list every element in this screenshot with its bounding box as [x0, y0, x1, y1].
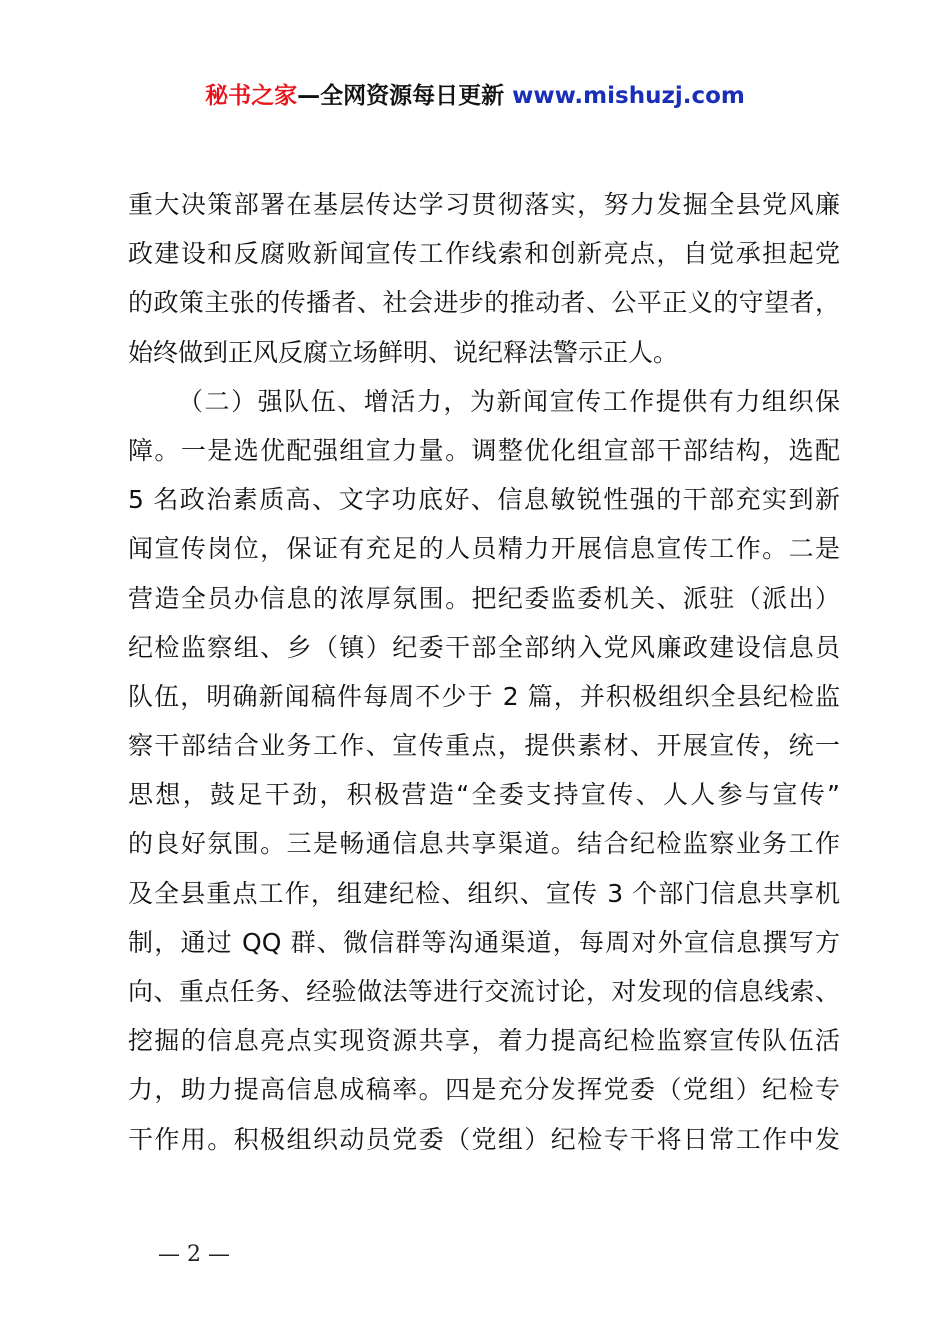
text-line: 闻宣传岗位，保证有充足的人员精力开展信息宣传工作。二是 — [128, 534, 840, 564]
text-line: 及全县重点工作，组建纪检、组织、宣传 3 个部门信息共享机 — [128, 878, 840, 908]
text-line: 政建设和反腐败新闻宣传工作线索和创新亮点，自觉承担起党 — [128, 239, 840, 269]
text-line: 思想，鼓足干劲，积极营造“全委支持宣传、人人参与宣传” — [128, 780, 840, 810]
text-line: 5 名政治素质高、文字功底好、信息敏锐性强的干部充实到新 — [128, 485, 840, 515]
text-line: 察干部结合业务工作、宣传重点，提供素材、开展宣传，统一 — [128, 731, 840, 761]
text-line: 障。一是选优配强组宣力量。调整优化组宣部干部结构，选配 — [128, 435, 840, 465]
text-line: 的政策主张的传播者、社会进步的推动者、公平正义的守望者， — [128, 288, 840, 318]
text-line: 始终做到正风反腐立场鲜明、说纪释法警示正人。 — [128, 337, 679, 367]
text-line: 队伍，明确新闻稿件每周不少于 2 篇，并积极组织全县纪检监 — [128, 681, 840, 711]
text-line: 挖掘的信息亮点实现资源共享，着力提高纪检监察宣传队伍活 — [128, 1026, 840, 1056]
text-line: 向、重点任务、经验做法等进行交流讨论，对发现的信息线索、 — [128, 977, 840, 1006]
site-url: www.mishuzj.com — [512, 83, 745, 109]
brand-name: 秘书之家 — [205, 83, 298, 109]
text-line: 营造全员办信息的浓厚氛围。把纪委监委机关、派驻（派出） — [128, 583, 840, 613]
text-line: 干作用。积极组织动员党委（党组）纪检专干将日常工作中发 — [128, 1124, 840, 1154]
document-body — [128, 180, 840, 1164]
text-line: 制，通过 QQ 群、微信群等沟通渠道，每周对外宣信息撰写方 — [128, 927, 840, 957]
header-slogan: —全网资源每日更新 — [297, 83, 505, 109]
text-line: 的良好氛围。三是畅通信息共享渠道。结合纪检监察业务工作 — [128, 829, 840, 859]
text-line: 纪检监察组、乡（镇）纪委干部全部纳入党风廉政建设信息员 — [128, 632, 840, 662]
text-line: 力，助力提高信息成稿率。四是充分发挥党委（党组）纪检专 — [128, 1075, 840, 1105]
site-header — [0, 80, 950, 112]
text-line: 重大决策部署在基层传达学习贯彻落实，努力发掘全县党风廉 — [128, 190, 840, 219]
page-number: — 2 — — [158, 1242, 230, 1267]
paragraph-heading-line: （二）强队伍、增活力，为新闻宣传工作提供有力组织保 — [178, 386, 840, 416]
